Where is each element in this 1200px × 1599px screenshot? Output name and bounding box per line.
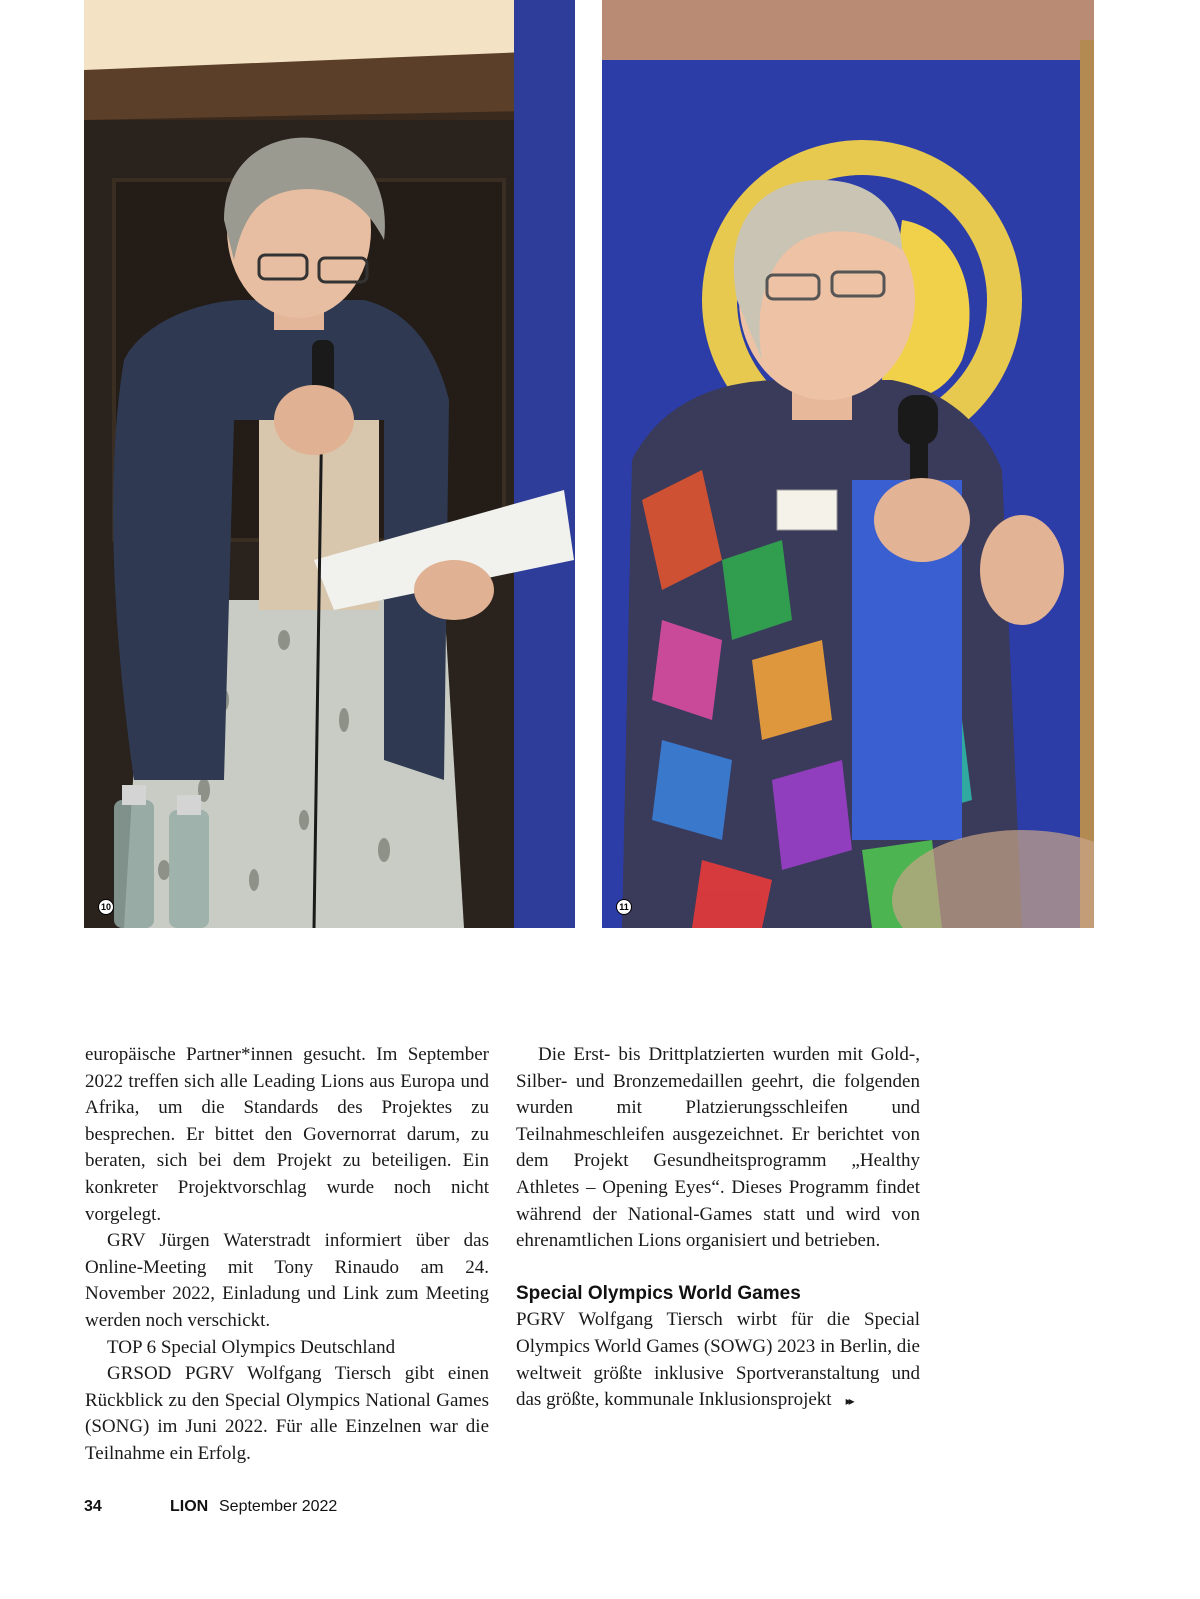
- agenda-item-heading: TOP 6 Special Olympics Deutschland: [107, 1336, 396, 1358]
- photo-speaker-microphone: [602, 0, 1094, 928]
- photo-illustration: [84, 0, 575, 928]
- body-paragraph: GRSOD PGRV Wolfgang Tiersch gibt einen Rückblick zu den Special Olympics National Games (SONG) im Juni 2022. Für alle Einzelnen war die Teilnahme ein Erfolg.: [85, 1363, 489, 1464]
- body-paragraph: Die Erst- bis Drittplatzierten wurden mit Gold-, Silber- und Bronzemedaillen geehrt, die folgenden wurden mit Platzierungsschleifen und Teilnahmeschleifen ausgezeichnet. Er berichtet von dem Projekt Gesundheitsprogramm „Healthy Athletes – Opening Eyes“. Dieses Programm findet während der National-Games statt und wird von ehrenamtlichen Lions organisiert und betrieben.: [516, 1044, 920, 1252]
- continue-arrow-icon: ▸▸: [845, 1394, 852, 1409]
- magazine-name: LION: [170, 1498, 209, 1515]
- page-number: 34: [84, 1498, 102, 1515]
- body-paragraph: [516, 1307, 920, 1414]
- body-paragraph-text: PGRV Wolfgang Tiersch wirbt für die Special Olympics World Games (SOWG) 2023 in Berlin, die weltweit größte inklusive Sportveranstaltung und das größte, kommunale Inklusionsprojekt: [516, 1309, 920, 1411]
- photo-number-badge: 10: [98, 899, 114, 915]
- photo-number-badge: 11: [616, 899, 632, 915]
- photo-speaker-reading: [84, 0, 575, 928]
- text-column-right: [516, 1042, 920, 1415]
- section-heading: Special Olympics World Games: [516, 1282, 801, 1304]
- body-paragraph: GRV Jürgen Waterstradt informiert über das Online-Meeting mit Tony Rinaudo am 24. November 2022, Einladung und Link zum Meeting werden noch verschickt.: [85, 1230, 489, 1331]
- text-column-left: [85, 1042, 489, 1468]
- photo-illustration: [602, 0, 1094, 928]
- issue-date: September 2022: [219, 1498, 338, 1515]
- body-paragraph: europäische Partner*innen gesucht. Im September 2022 treffen sich alle Leading Lions aus Europa und Afrika, um die Standards des Projektes zu besprechen. Er bittet den Governorrat darum, zu beraten, sich bei dem Projekt zu beteiligen. Ein konkreter Projektvorschlag wurde noch nicht vorgelegt.: [85, 1044, 489, 1225]
